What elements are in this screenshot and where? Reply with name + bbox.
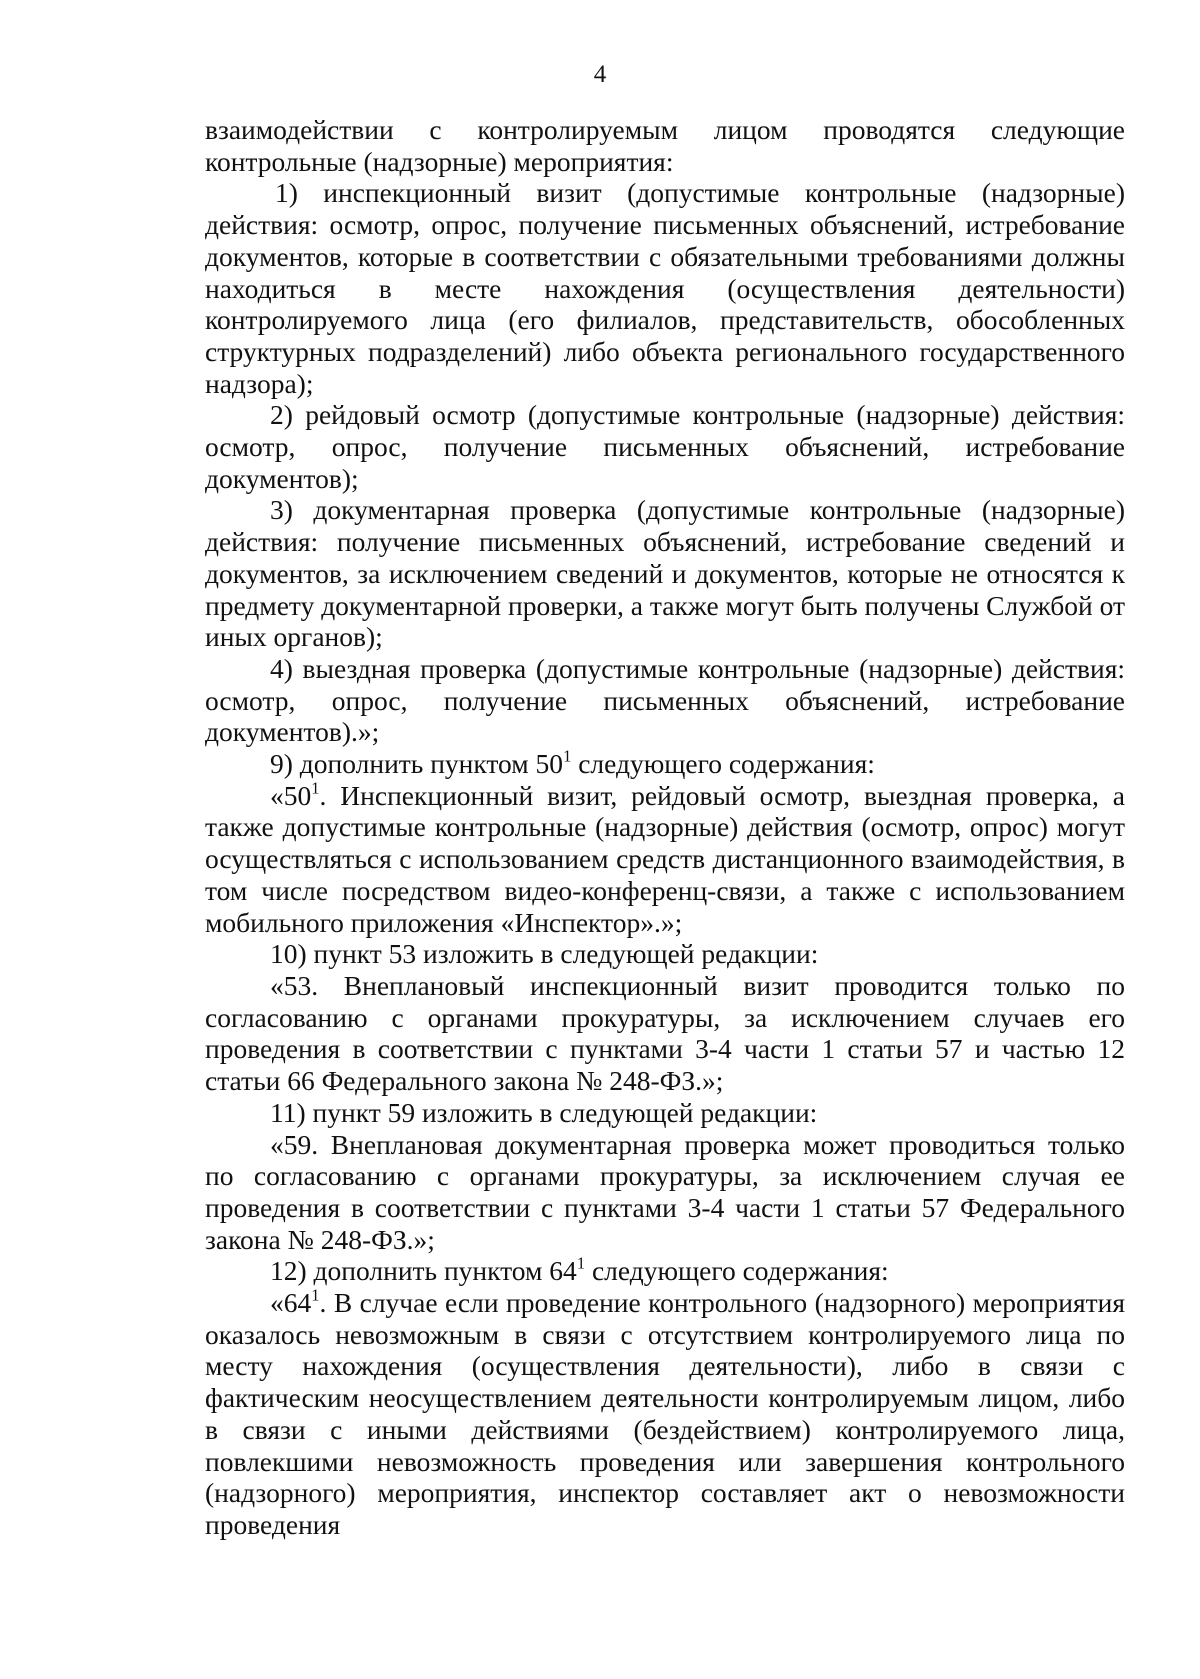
paragraph-amendment-12	[205, 1255, 1125, 1287]
amendment-9-before: 9) дополнить пунктом 50	[270, 748, 564, 780]
paragraph-amendment-9	[205, 748, 1125, 780]
paragraph-intro-continuation: взаимодействии с контролируемым лицом проводятся следующие контрольные (надзорные) мероприятия:	[205, 114, 1125, 177]
amendment-12-after: следующего содержания:	[585, 1255, 889, 1287]
paragraph-item-4-field-check: 4) выездная проверка (допустимые контрольные (надзорные) действия: осмотр, опрос, получение письменных объяснений, истребование документов).»;	[205, 652, 1125, 748]
paragraph-amendment-10: 10) пункт 53 изложить в следующей редакции:	[270, 938, 819, 970]
point-50-1-after: . Инспекционный визит, рейдовый осмотр, выездная проверка, а также допустимые контрольные (надзорные) действия (осмотр, опрос) могут осуществляться с использованием средств дистанционного взаимодействия, в том числе посредством видео-конференц-связи, а также с использованием мобильного приложения «Инспектор».»;	[205, 779, 1125, 938]
paragraph-point-64-1	[205, 1287, 1125, 1541]
amendment-9-after: следующего содержания:	[571, 748, 875, 780]
document-body	[205, 114, 1125, 1541]
paragraph-point-53: «53. Внеплановый инспекционный визит проводится только по согласованию с органами прокуратуры, за исключением случаев его проведения в соответствии с пунктами 3-4 части 1 статьи 57 и частью 12 статьи 66 Федерального закона № 248-ФЗ.»;	[205, 969, 1125, 1097]
point-50-1-before: «50	[270, 779, 312, 811]
superscript: 1	[576, 1253, 586, 1273]
superscript: 1	[311, 1285, 320, 1305]
paragraph-item-3-documentary-check: 3) документарная проверка (допустимые контрольные (надзорные) действия: получение письменных объяснений, истребование сведений и документов, за исключением сведений и документов, которые не относятся к предмету документарной проверки, а также могут быть получены Службой от иных органов);	[205, 494, 1126, 653]
paragraph-amendment-11: 11) пункт 59 изложить в следующей редакции:	[270, 1096, 818, 1128]
superscript: 1	[311, 778, 320, 798]
page-number: 4	[593, 61, 607, 88]
superscript: 1	[563, 746, 572, 766]
paragraph-item-2-raid-inspection: 2) рейдовый осмотр (допустимые контрольные (надзорные) действия: осмотр, опрос, получение письменных объяснений, истребование документов);	[205, 399, 1125, 494]
point-64-1-after: . В случае если проведение контрольного (надзорного) мероприятия оказалось невозможным в связи с отсутствием контролируемого лица по месту нахождения (осуществления деятельности), либо в связи с фактическим неосуществлением деятельности контролируемым лицом, либо в связи с иными действиями (бездействием) контролируемого лица, повлекшими невозможность проведения или завершения контрольного (надзорного) мероприятия, инспектор составляет акт о невозможности проведения	[205, 1287, 1125, 1540]
amendment-12-before: 12) дополнить пунктом 64	[270, 1255, 577, 1287]
paragraph-point-59: «59. Внеплановая документарная проверка может проводиться только по согласованию с органами прокуратуры, за исключением случая ее проведения в соответствии с пунктами 3-4 части 1 статьи 57 Федерального закона № 248-ФЗ.»;	[205, 1128, 1125, 1255]
point-64-1-before: «64	[270, 1287, 312, 1319]
paragraph-point-50-1	[205, 780, 1125, 939]
paragraph-item-1-inspection-visit: 1) инспекционный визит (допустимые контрольные (надзорные) действия: осмотр, опрос, получение письменных объяснений, истребование документов, которые в соответствии с обязательными требованиями должны находиться в месте нахождения (осуществления деятельности) контролируемого лица (его филиалов, представительств, обособленных структурных подразделений) либо объекта регионального государственного надзора);	[205, 177, 1125, 399]
